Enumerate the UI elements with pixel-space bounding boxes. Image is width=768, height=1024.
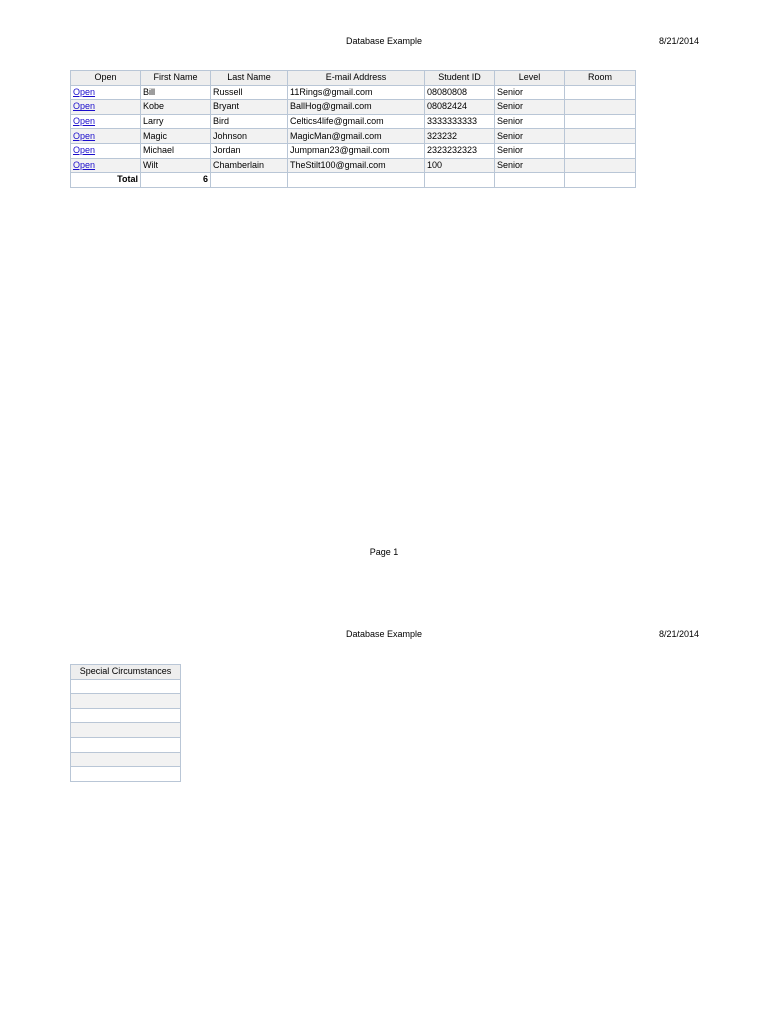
page-date: 8/21/2014 xyxy=(658,629,699,639)
room-cell xyxy=(565,85,636,100)
last-name-cell: Russell xyxy=(211,85,288,100)
table-row xyxy=(71,143,636,158)
total-row xyxy=(71,173,636,188)
open-link[interactable]: Open xyxy=(71,143,141,158)
special-circumstances-cell xyxy=(71,694,181,709)
table-row xyxy=(71,100,636,115)
level-cell: Senior xyxy=(495,129,565,144)
table-row xyxy=(71,679,181,694)
table-row xyxy=(71,737,181,752)
student-id-cell: 2323232323 xyxy=(425,143,495,158)
room-cell xyxy=(565,114,636,129)
room-cell xyxy=(565,100,636,115)
email-cell: 11Rings@gmail.com xyxy=(288,85,425,100)
student-id-cell: 323232 xyxy=(425,129,495,144)
page-1-header xyxy=(0,36,768,50)
page-date: 8/21/2014 xyxy=(658,36,699,46)
open-link[interactable]: Open xyxy=(71,158,141,173)
room-cell xyxy=(565,129,636,144)
column-header-email[interactable]: E-mail Address xyxy=(288,71,425,86)
page-footer: Page 1 xyxy=(369,547,399,557)
email-cell: MagicMan@gmail.com xyxy=(288,129,425,144)
total-label: Total xyxy=(71,173,141,188)
first-name-cell: Wilt xyxy=(141,158,211,173)
table-row xyxy=(71,752,181,767)
last-name-cell: Bird xyxy=(211,114,288,129)
special-circumstances-cell xyxy=(71,752,181,767)
empty-cell xyxy=(288,173,425,188)
table-row xyxy=(71,114,636,129)
column-header-last-name[interactable]: Last Name xyxy=(211,71,288,86)
level-cell: Senior xyxy=(495,85,565,100)
special-circumstances-cell xyxy=(71,737,181,752)
column-header-room[interactable]: Room xyxy=(565,71,636,86)
empty-cell xyxy=(495,173,565,188)
level-cell: Senior xyxy=(495,143,565,158)
email-cell: TheStilt100@gmail.com xyxy=(288,158,425,173)
student-id-cell: 3333333333 xyxy=(425,114,495,129)
column-header-first-name[interactable]: First Name xyxy=(141,71,211,86)
table-row xyxy=(71,767,181,782)
table-row xyxy=(71,708,181,723)
table-row xyxy=(71,158,636,173)
column-header-special-circumstances[interactable]: Special Circumstances xyxy=(71,665,181,680)
first-name-cell: Magic xyxy=(141,129,211,144)
empty-cell xyxy=(425,173,495,188)
first-name-cell: Larry xyxy=(141,114,211,129)
email-cell: BallHog@gmail.com xyxy=(288,100,425,115)
last-name-cell: Johnson xyxy=(211,129,288,144)
last-name-cell: Bryant xyxy=(211,100,288,115)
page-title: Database Example xyxy=(345,629,423,639)
special-circumstances-body xyxy=(71,679,181,781)
student-id-cell: 08080808 xyxy=(425,85,495,100)
empty-cell xyxy=(565,173,636,188)
level-cell: Senior xyxy=(495,100,565,115)
students-table xyxy=(70,70,636,188)
open-link[interactable]: Open xyxy=(71,100,141,115)
column-header-open[interactable]: Open xyxy=(71,71,141,86)
special-circumstances-cell xyxy=(71,679,181,694)
page-2-header xyxy=(0,629,768,643)
table-row xyxy=(71,723,181,738)
level-cell: Senior xyxy=(495,158,565,173)
special-circumstances-cell xyxy=(71,708,181,723)
column-header-level[interactable]: Level xyxy=(495,71,565,86)
room-cell xyxy=(565,143,636,158)
first-name-cell: Bill xyxy=(141,85,211,100)
table-row xyxy=(71,129,636,144)
table-row xyxy=(71,694,181,709)
table-row xyxy=(71,85,636,100)
open-link[interactable]: Open xyxy=(71,114,141,129)
room-cell xyxy=(565,158,636,173)
email-cell: Celtics4life@gmail.com xyxy=(288,114,425,129)
table-header-row xyxy=(71,665,181,680)
special-circumstances-cell xyxy=(71,723,181,738)
last-name-cell: Jordan xyxy=(211,143,288,158)
total-value: 6 xyxy=(141,173,211,188)
student-id-cell: 08082424 xyxy=(425,100,495,115)
table-header-row xyxy=(71,71,636,86)
student-id-cell: 100 xyxy=(425,158,495,173)
page-title: Database Example xyxy=(345,36,423,46)
students-table-body xyxy=(71,85,636,187)
first-name-cell: Michael xyxy=(141,143,211,158)
open-link[interactable]: Open xyxy=(71,129,141,144)
level-cell: Senior xyxy=(495,114,565,129)
open-link[interactable]: Open xyxy=(71,85,141,100)
first-name-cell: Kobe xyxy=(141,100,211,115)
special-circumstances-cell xyxy=(71,767,181,782)
special-circumstances-table xyxy=(70,664,181,782)
last-name-cell: Chamberlain xyxy=(211,158,288,173)
column-header-student-id[interactable]: Student ID xyxy=(425,71,495,86)
email-cell: Jumpman23@gmail.com xyxy=(288,143,425,158)
empty-cell xyxy=(211,173,288,188)
